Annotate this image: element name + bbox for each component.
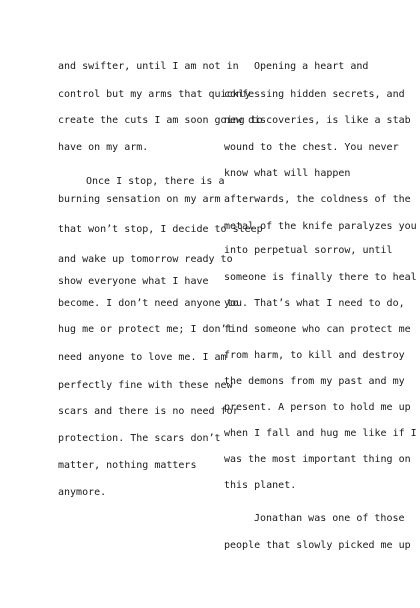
right-line-11: find someone who can protect me xyxy=(224,324,411,335)
left-line-9: show everyone what I have xyxy=(58,276,209,287)
right-line-6: afterwards, the coldness of the xyxy=(224,194,411,205)
right-line-14: present. A person to hold me up xyxy=(224,402,411,413)
right-line-17: this planet. xyxy=(224,480,297,491)
left-line-13: perfectly fine with these new xyxy=(58,380,233,391)
right-line-2: confessing hidden secrets, and xyxy=(224,89,405,100)
right-line-7: metal of the knife paralyzes you xyxy=(224,221,417,232)
left-line-10: become. I don’t need anyone to xyxy=(58,298,239,309)
left-line-2: control but my arms that quickly xyxy=(58,89,251,100)
left-line-8: and wake up tomorrow ready to xyxy=(58,254,233,265)
left-line-12: need anyone to love me. I am xyxy=(58,352,227,363)
right-line-9: someone is finally there to heal xyxy=(224,272,417,283)
left-line-6: burning sensation on my arm xyxy=(58,194,221,205)
right-line-1: Opening a heart and xyxy=(254,61,369,72)
right-line-16: was the most important thing on xyxy=(224,454,411,465)
right-line-12: from harm, to kill and destroy xyxy=(224,350,405,361)
left-line-16: matter, nothing matters xyxy=(58,460,197,471)
right-line-8: into perpetual sorrow, until xyxy=(224,245,393,256)
left-line-17: anymore. xyxy=(58,487,107,498)
right-line-10: you. That’s what I need to do, xyxy=(224,298,405,309)
left-line-4: have on my arm. xyxy=(58,142,149,153)
left-line-5: Once I stop, there is a xyxy=(86,176,225,187)
right-line-4: wound to the chest. You never xyxy=(224,142,399,153)
right-line-13: the demons from my past and my xyxy=(224,376,405,387)
left-line-7: that won’t stop, I decide to sleep xyxy=(58,224,263,235)
right-line-5: know what will happen xyxy=(224,168,351,179)
right-line-18: Jonathan was one of those xyxy=(254,513,405,524)
right-line-15: when I fall and hug me like if I xyxy=(224,428,417,439)
left-line-1: and swifter, until I am not in xyxy=(58,61,239,72)
right-line-19: people that slowly picked me up xyxy=(224,540,411,551)
right-line-3: new discoveries, is like a stab xyxy=(224,115,411,126)
left-line-3: create the cuts I am soon going to xyxy=(58,115,263,126)
left-line-14: scars and there is no need for xyxy=(58,406,239,417)
left-line-15: protection. The scars don’t xyxy=(58,433,221,444)
left-line-11: hug me or protect me; I don’t xyxy=(58,324,233,335)
